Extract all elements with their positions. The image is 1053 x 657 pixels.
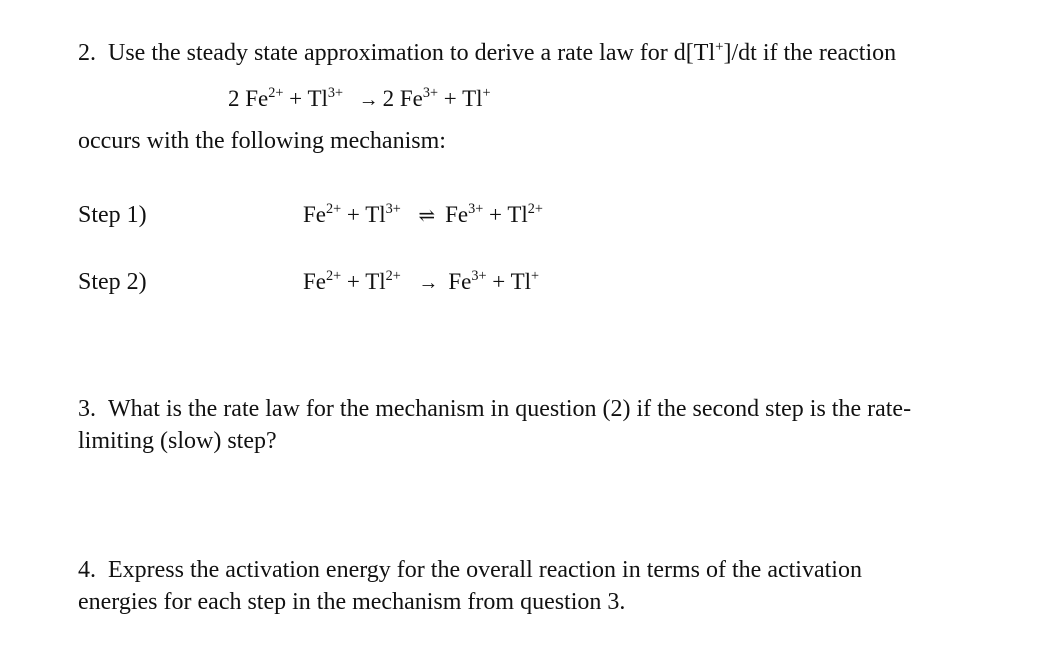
question-3-text-1: What is the rate law for the mechanism in question (2) if the second step is the rate- (108, 396, 912, 422)
overall-reactant-2: + Tl (283, 86, 328, 111)
question-3-number: 3. (78, 396, 96, 422)
step-2-product-1: Fe (448, 269, 472, 294)
question-4-number: 4. (78, 557, 96, 583)
question-4-text-1: Express the activation energy for the overall reaction in terms of the activation (108, 557, 862, 583)
question-3-line-1 (78, 396, 911, 424)
step-2-reactant-2: + Tl (341, 269, 386, 294)
question-2-number: 2. (78, 40, 96, 66)
step-1-reactant-1-charge: 2+ (326, 201, 342, 218)
step-2-equation (303, 269, 539, 295)
step-2-label: Step 2) (78, 269, 147, 295)
question-2-text-suffix: ]/dt if the reaction (723, 40, 897, 66)
step-2-product-1-charge: 3+ (471, 268, 487, 285)
overall-product-1-charge: 3+ (422, 85, 439, 102)
equilibrium-arrow-icon: ⇌ (418, 205, 436, 227)
step-1-reactant-2-charge: 3+ (385, 201, 401, 218)
overall-reactant-1-charge: 2+ (268, 85, 284, 102)
overall-product-2: + Tl (438, 86, 483, 111)
question-2-text-sup: + (715, 38, 724, 55)
overall-product-1: 2 Fe (382, 86, 423, 111)
step-1-product-2-charge: 2+ (527, 201, 543, 218)
step-2-product-2: + Tl (486, 269, 532, 294)
question-4-line-1 (78, 557, 862, 585)
overall-reactant-1: 2 Fe (228, 86, 269, 111)
question-4-line-2: energies for each step in the mechanism from question 3. (78, 589, 626, 615)
step-2-product-2-charge: + (531, 268, 540, 285)
overall-reaction-arrow: → (358, 89, 379, 111)
overall-reaction (228, 86, 491, 112)
step-1-reactant-1: Fe (303, 202, 326, 227)
forward-arrow-icon: → (418, 272, 439, 294)
question-3-line-2: limiting (slow) step? (78, 428, 277, 454)
step-1-equation (303, 202, 543, 228)
question-2-prompt (78, 40, 896, 68)
step-1-label: Step 1) (78, 202, 147, 228)
step-1-reactant-2: + Tl (341, 202, 386, 227)
question-2-text-prefix: Use the steady state approximation to derive a rate law for d[Tl (108, 40, 716, 66)
overall-product-2-charge: + (482, 85, 491, 102)
step-1-product-1-charge: 3+ (468, 201, 484, 218)
step-1-product-2: + Tl (483, 202, 528, 227)
step-1-product-1: Fe (445, 202, 469, 227)
step-2-reactant-2-charge: 2+ (385, 268, 401, 285)
step-2-reactant-1-charge: 2+ (326, 268, 342, 285)
overall-reactant-2-charge: 3+ (327, 85, 344, 102)
mechanism-intro: occurs with the following mechanism: (78, 128, 446, 154)
step-2-reactant-1: Fe (303, 269, 326, 294)
